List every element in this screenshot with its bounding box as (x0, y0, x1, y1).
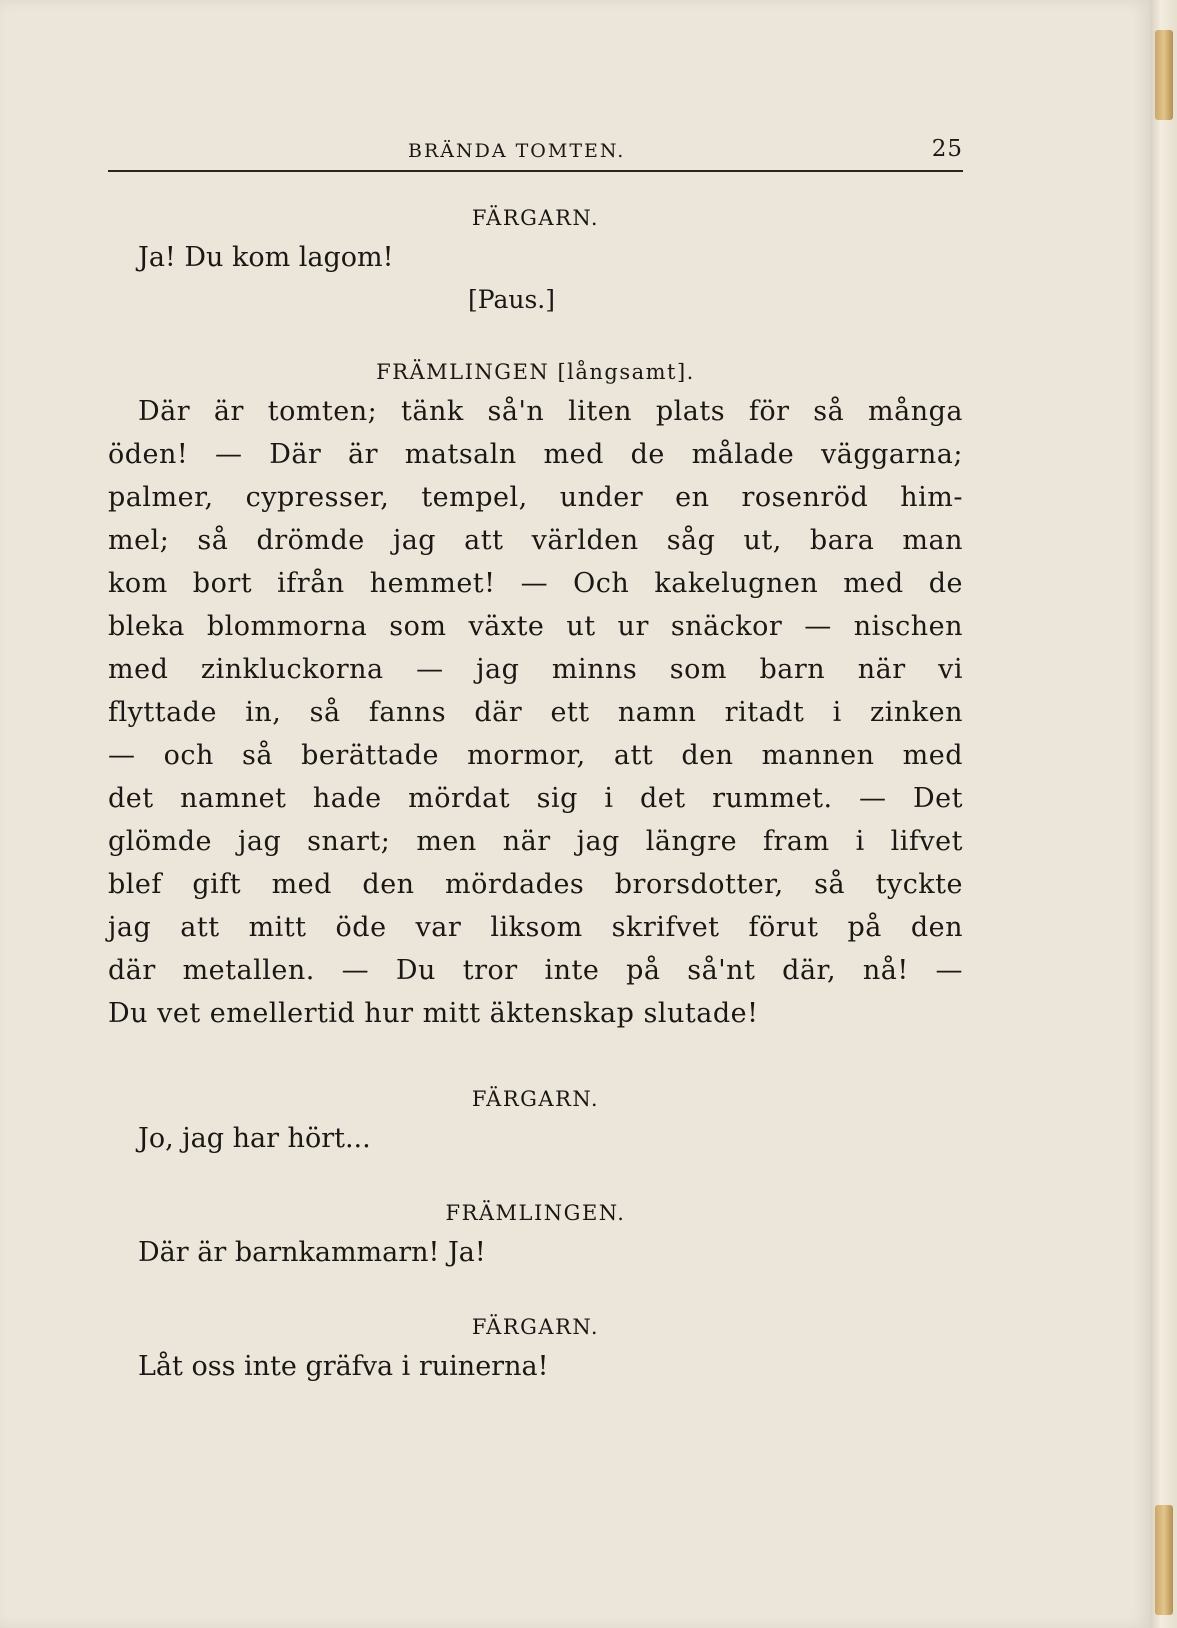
bookmark-tab (1155, 1505, 1173, 1615)
page-number: 25 (931, 136, 963, 162)
speech-line: glömde jag snart; men när jag längre fram i lifvet (108, 826, 963, 857)
speech-line: där metallen. — Du tror inte på så'nt där, nå! — (108, 955, 963, 986)
page-edge (1150, 0, 1177, 1628)
dialogue-line: Ja! Du kom lagom! (138, 242, 394, 273)
dialogue-line: Där är barnkammarn! Ja! (138, 1237, 486, 1268)
speech-line: det namnet hade mördat sig i det rummet. — Det (108, 783, 963, 814)
speech-line: — och så berättade mormor, att den mannen med (108, 740, 963, 771)
speech-line: blef gift med den mördades brorsdotter, så tyckte (108, 869, 963, 900)
running-title: BRÄNDA TOMTEN. (408, 140, 626, 162)
speaker-framlingen: FRÄMLINGEN [långsamt]. (376, 360, 695, 384)
speech-line: palmer, cypresser, tempel, under en rosenröd him- (108, 482, 963, 513)
speech-line: Du vet emellertid hur mitt äktenskap slutade! (108, 998, 759, 1029)
bookmark-tab (1155, 30, 1173, 120)
speaker-framlingen: FRÄMLINGEN. (445, 1201, 626, 1225)
speaker-fargarn: FÄRGARN. (471, 1315, 600, 1339)
speaker-fargarn: FÄRGARN. (471, 1087, 600, 1111)
speech-line: jag att mitt öde var liksom skrifvet förut på den (108, 912, 963, 943)
speech-line: öden! — Där är matsaln med de målade väggarna; (108, 439, 963, 470)
speech-line: mel; så drömde jag att världen såg ut, bara man (108, 525, 963, 556)
page-content (108, 130, 963, 1389)
speech-block (108, 390, 963, 1035)
dialogue-line: Jo, jag har hört... (138, 1123, 371, 1154)
dialogue-line: Låt oss inte gräfva i ruinerna! (138, 1351, 549, 1382)
header-rule (108, 170, 963, 172)
speech-line: Där är tomten; tänk så'n liten plats för så många (138, 396, 963, 427)
running-head (108, 130, 963, 170)
speech-line: bleka blommorna som växte ut ur snäckor — nischen (108, 611, 963, 642)
speech-line: flyttade in, så fanns där ett namn ritadt i zinken (108, 697, 963, 728)
stage-direction: [Paus.] (468, 285, 555, 314)
speaker-fargarn: FÄRGARN. (471, 206, 600, 230)
speech-line: med zinkluckorna — jag minns som barn när vi (108, 654, 963, 685)
speech-line: kom bort ifrån hemmet! — Och kakelugnen med de (108, 568, 963, 599)
